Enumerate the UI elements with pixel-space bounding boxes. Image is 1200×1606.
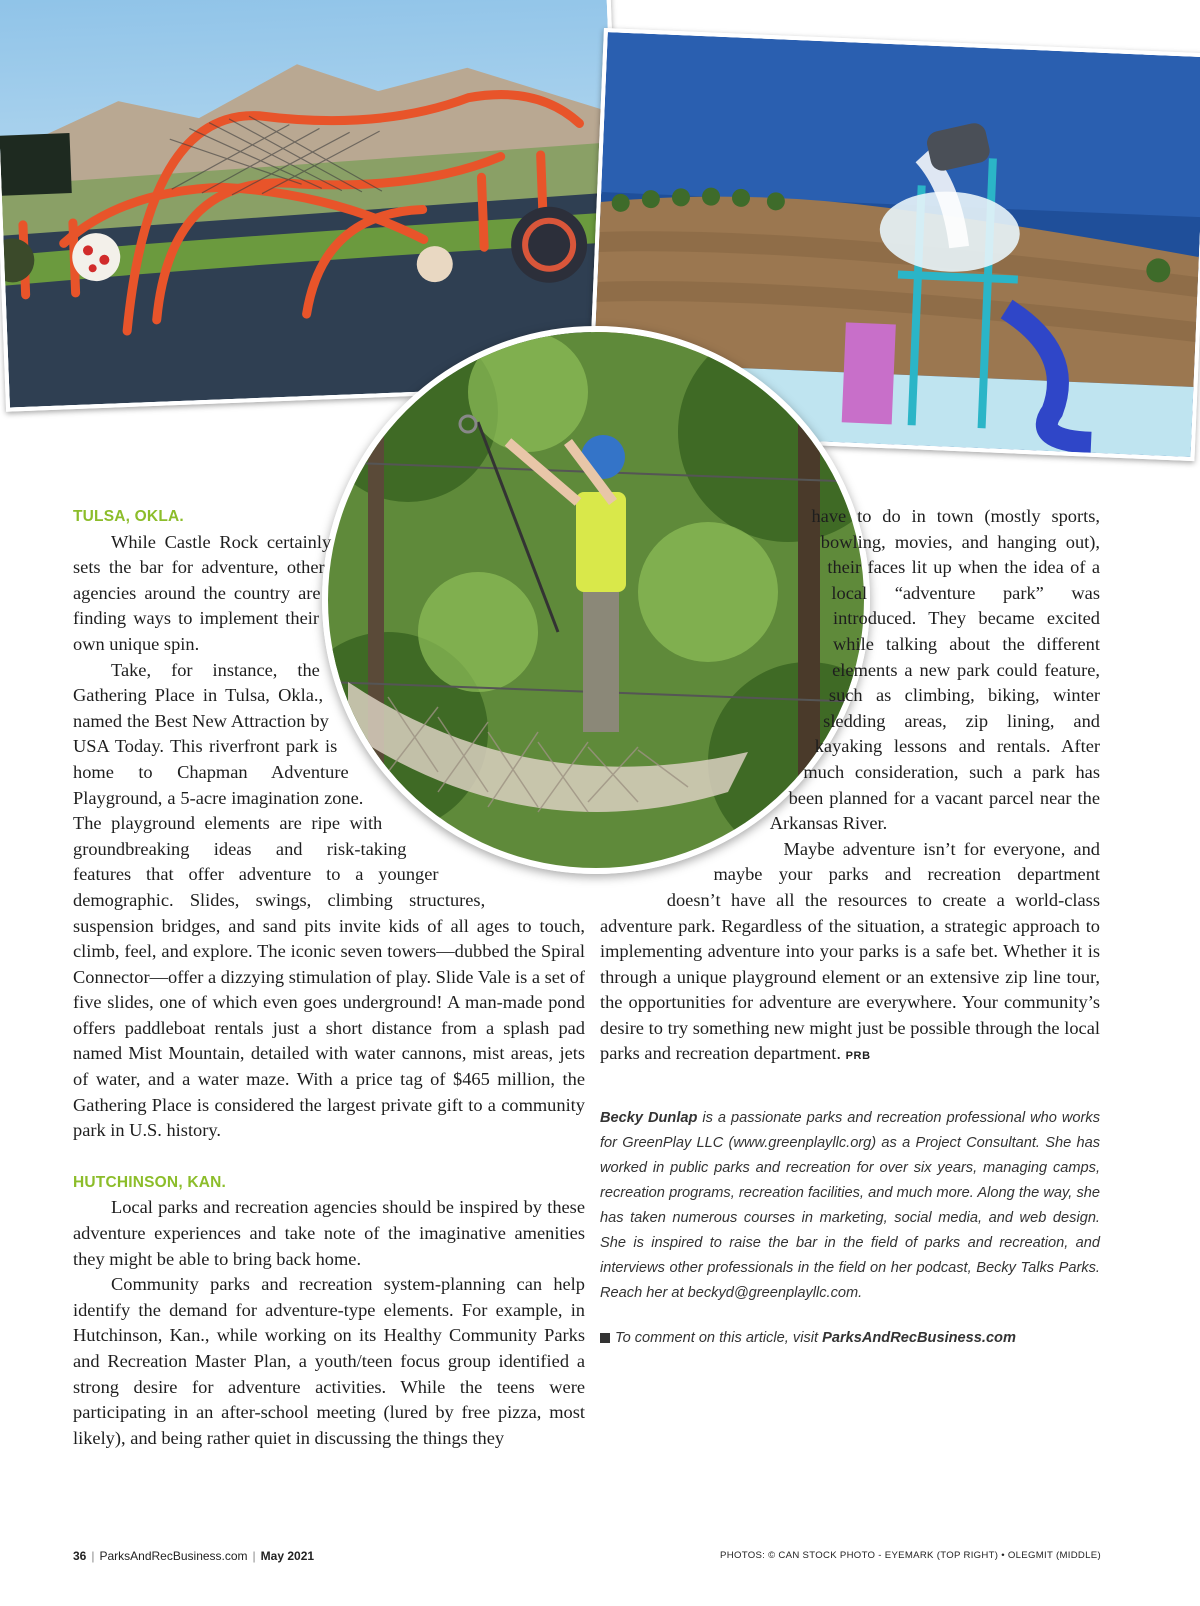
- right-column: [600, 504, 1100, 1070]
- paragraph: Take, for instance, the Gathering Place in Tulsa, Okla., named the Best New Attraction by USA Today. This riverfront park is home to Chapman Adventure Playground, a 5-acre imagination zone. The playground elements are ripe with groundbreaking ideas and risk-taking features that offer adventure to a younger demographic. Slides, swings, climbing structures, suspension bridges, and sand pits invite kids of all ages to touch, climb, feel, and explore. The iconic seven towers—dubbed the Spiral Connector—offer a dizzying stimulation of play. Slide Vale is a set of five slides, one of which even goes underground! A man-made pond offers paddleboat rentals just a short distance from a splash pad named Mist Mountain, detailed with water cannons, mist areas, jets of water, and a water maze. With a price tag of $465 million, the Gathering Place is considered the largest private gift to a community park in U.S. history.: [73, 659, 585, 1141]
- page-number: 36: [73, 1549, 87, 1563]
- paragraph: While Castle Rock certainly sets the bar for adventure, other agencies around the country are finding ways to implement their own unique spin.: [73, 531, 332, 654]
- prb-signoff: PRB: [845, 1050, 871, 1063]
- page-footer: [73, 1549, 1101, 1563]
- paragraph: Community parks and recreation system-planning can help identify the demand for adventure-type elements. For example, in Hutchinson, Kan., while working on its Healthy Community Parks and Recreation Master Plan, a youth/teen focus group identified a strong desire for adventure activities. While the teens were participating in an after-school meeting (lured by free pizza, most likely), and being rather quiet in discussing the things they: [73, 1274, 585, 1448]
- comment-prefix: To comment on this article, visit: [615, 1330, 823, 1346]
- comment-site-link[interactable]: ParksAndRecBusiness.com: [822, 1330, 1016, 1346]
- paragraph: have to do in town (mostly sports, bowling, movies, and hanging out), their faces lit up when the idea of a local “adventure park” was introduced. They became excited while talking about the different elements a new park could feature, such as climbing, biking, winter sledding areas, zip lining, and kayaking lessons and rentals. After much consideration, such a park has been planned for a vacant parcel near the Arkansas River.: [769, 506, 1100, 834]
- author-bio: [600, 1106, 1100, 1306]
- author-bio-text: is a passionate parks and recreation professional who works for GreenPlay LLC (www.greenplayllc.org) as a Project Consultant. She has worked in public parks and recreation for over six years, managing camps, recreation programs, recreation facilities, and much more. Along the way, she has taken numerous courses in marketing, social media, and web design. She is inspired to raise the bar in the field of parks and recreation, and interviews other professionals in the field on her podcast, Becky Talks Parks. Reach her at beckyd@greenplayllc.com.: [600, 1110, 1100, 1301]
- section-heading-tulsa: TULSA, OKLA.: [73, 508, 184, 525]
- section-heading-hutchinson: HUTCHINSON, KAN.: [73, 1173, 227, 1191]
- footer-site: ParksAndRecBusiness.com: [99, 1549, 248, 1563]
- square-bullet-icon: [600, 1333, 610, 1343]
- footer-separator: |: [252, 1549, 256, 1563]
- footer-date: May 2021: [260, 1549, 315, 1563]
- footer-separator: |: [91, 1549, 95, 1563]
- comment-line: [600, 1330, 1120, 1346]
- photo-credit: PHOTOS: © CAN STOCK PHOTO - EYEMARK (TOP RIGHT) • OLEGMIT (MIDDLE): [720, 1550, 1101, 1561]
- paragraph: Local parks and recreation agencies should be inspired by these adventure experiences and take note of the imaginative amenities they might be able to bring back home.: [73, 1197, 585, 1269]
- author-name: Becky Dunlap: [600, 1110, 698, 1126]
- left-column: [73, 504, 585, 1451]
- closing-paragraph-text: Maybe adventure isn’t for everyone, and maybe your parks and recreation department doesn’t have all the resources to create a world-class adventure park. Regardless of the situation, a strategic approach to implementing adventure into your parks is a safe bet. Whether it is through a unique playground element or an extensive zip line tour, the opportunities for adventure are everywhere. Your community’s desire to try something new might just be possible through the local parks and recreation department.: [600, 838, 1100, 1064]
